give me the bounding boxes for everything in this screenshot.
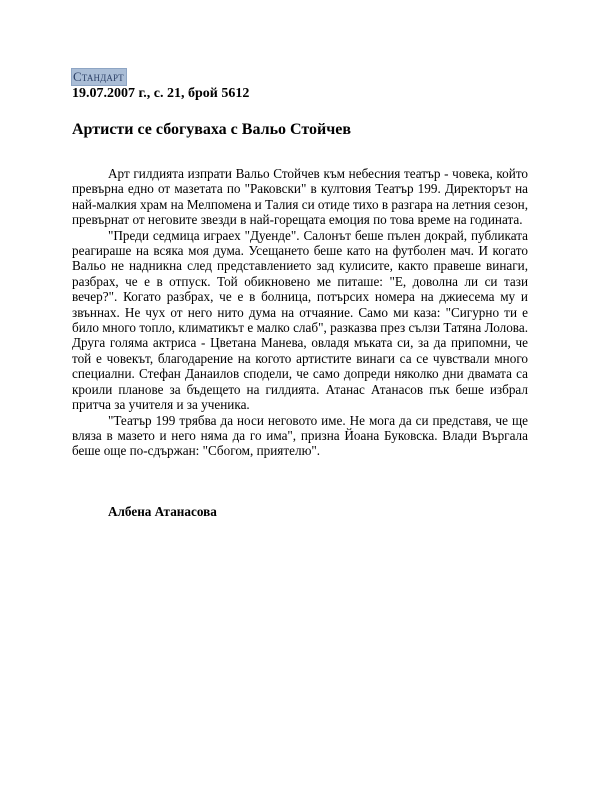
paragraph-2: "Преди седмица играех "Дуенде". Салонът беше пълен докрай, публиката реагираше на всяка моя дума. Усещането беше като на футболен мач. И когато Вальо не надникна след представлението зад кулисите, както правеше винаги, разбрах, че е в отпуск. Той обикновено ме питаше: "Е, доволна ли си тази вечер?". Когато разбрах, че е в болница, потърсих номера на джиесема му и звъннах. Не чух от него нито дума на отчаяние. Само ми каза: "Сигурно ти е било много топло, климатикът е малко слаб", разказва през сълзи Татяна Лолова. Друга голяма актриса - Цветана Манева, овладя мъката си, за да припомни, че той е човекът, благодарение на когото артистите винаги са се чувствали много специални. Стефан Данаилов сподели, че само допреди няколко дни двамата са кроили планове за бъдещето на гилдията. Атанас Атанасов пък беше избрал притча за учителя и за ученика.	[72, 227, 528, 413]
source-line: 19.07.2007 г., с. 21, брой 5612	[72, 86, 250, 101]
paragraph-1: Арт гилдията изпрати Вальо Стойчев към небесния театър - човека, който превърна едно от мазетата по "Раковски" в култовия Театър 199. Директорът на най-малкия храм на Мелпомена и Талия си отиде тихо в разгара на летния сезон, превърнат от неговите звезди в най-горещата емоция по това време на годината.	[72, 166, 529, 228]
standart-logo: Стандарт	[71, 68, 127, 86]
paragraph-3: "Театър 199 трябва да носи неговото име. Не мога да си представя, че ще вляза в мазето и него няма да го има", призна Йоана Буковска. Влади Въргала беше още по-сдържан: "Сбогом, приятелю".	[72, 412, 528, 459]
article-title: Артисти се сбогуваха с Вальо Стойчев	[72, 121, 352, 138]
article-author: Албена Атанасова	[108, 504, 217, 519]
article-body	[72, 166, 528, 459]
